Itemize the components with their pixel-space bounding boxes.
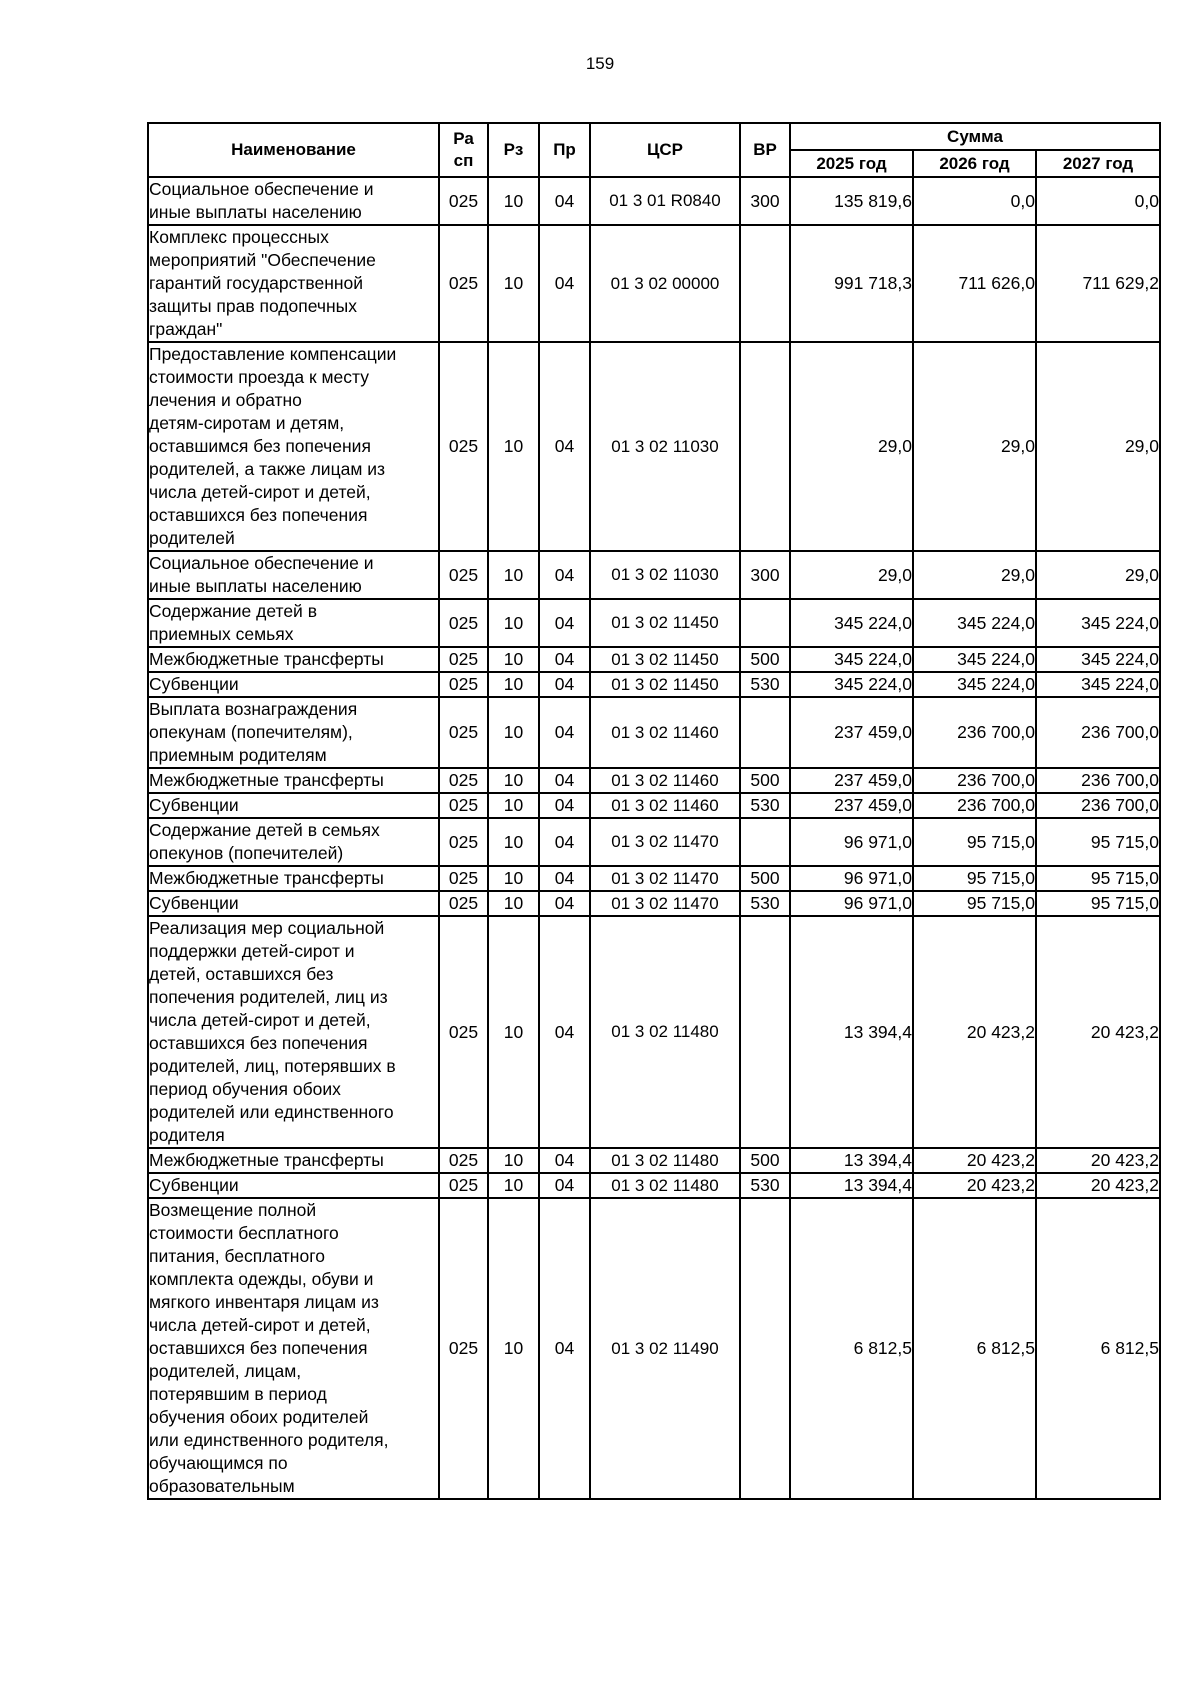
row-amount-2025: 345 224,0 (790, 672, 913, 697)
row-rz: 10 (488, 342, 539, 551)
header-sum: Сумма (790, 123, 1160, 150)
row-pr: 04 (539, 818, 590, 866)
row-pr: 04 (539, 1198, 590, 1499)
row-rasp: 025 (439, 225, 488, 342)
table-row (148, 891, 1160, 916)
row-amount-2025: 237 459,0 (790, 697, 913, 768)
row-name: Возмещение полной стоимости бесплатного питания, бесплатного комплекта одежды, обуви и мягкого инвентаря лицам из числа детей-сирот и детей, оставшихся без попечения родителей, лицам, потерявшим в период обучения обоих родителей или единственного родителя, обучающимся по образовательным (148, 1198, 439, 1499)
row-amount-2027: 95 715,0 (1036, 818, 1160, 866)
table-row (148, 1198, 1160, 1499)
row-amount-2026: 20 423,2 (913, 1148, 1036, 1173)
row-pr: 04 (539, 599, 590, 647)
row-name: Социальное обеспечение и иные выплаты населению (148, 551, 439, 599)
row-pr: 04 (539, 891, 590, 916)
row-rasp: 025 (439, 793, 488, 818)
row-vr: 500 (740, 647, 790, 672)
row-pr: 04 (539, 551, 590, 599)
row-csr: 01 3 02 11030 (590, 342, 740, 551)
row-amount-2027: 29,0 (1036, 551, 1160, 599)
row-amount-2025: 96 971,0 (790, 818, 913, 866)
row-pr: 04 (539, 672, 590, 697)
row-rz: 10 (488, 793, 539, 818)
table-row (148, 672, 1160, 697)
row-vr (740, 1198, 790, 1499)
row-amount-2025: 345 224,0 (790, 647, 913, 672)
row-amount-2026: 345 224,0 (913, 599, 1036, 647)
row-rz: 10 (488, 551, 539, 599)
row-amount-2026: 20 423,2 (913, 916, 1036, 1148)
row-pr: 04 (539, 697, 590, 768)
row-csr: 01 3 02 11460 (590, 768, 740, 793)
row-amount-2027: 95 715,0 (1036, 891, 1160, 916)
row-vr (740, 599, 790, 647)
row-amount-2026: 20 423,2 (913, 1173, 1036, 1198)
row-rz: 10 (488, 1198, 539, 1499)
row-rz: 10 (488, 1148, 539, 1173)
row-name: Субвенции (148, 1173, 439, 1198)
header-year-2025: 2025 год (790, 150, 913, 177)
row-csr: 01 3 02 11030 (590, 551, 740, 599)
row-pr: 04 (539, 916, 590, 1148)
row-rasp: 025 (439, 818, 488, 866)
row-rz: 10 (488, 1173, 539, 1198)
row-name: Межбюджетные трансферты (148, 1148, 439, 1173)
row-amount-2026: 95 715,0 (913, 818, 1036, 866)
row-rz: 10 (488, 599, 539, 647)
row-name: Комплекс процессных мероприятий "Обеспечение гарантий государственной защиты прав подопечных граждан" (148, 225, 439, 342)
row-name: Межбюджетные трансферты (148, 768, 439, 793)
row-pr: 04 (539, 342, 590, 551)
row-csr: 01 3 02 11470 (590, 818, 740, 866)
row-rz: 10 (488, 866, 539, 891)
row-name: Субвенции (148, 891, 439, 916)
row-amount-2025: 13 394,4 (790, 916, 913, 1148)
row-rz: 10 (488, 697, 539, 768)
row-name: Содержание детей в семьях опекунов (попечителей) (148, 818, 439, 866)
row-rz: 10 (488, 916, 539, 1148)
row-csr: 01 3 02 11480 (590, 916, 740, 1148)
row-csr: 01 3 02 00000 (590, 225, 740, 342)
row-vr (740, 225, 790, 342)
budget-table (147, 122, 1161, 1500)
row-name: Содержание детей в приемных семьях (148, 599, 439, 647)
table-row (148, 793, 1160, 818)
row-rz: 10 (488, 672, 539, 697)
row-amount-2027: 29,0 (1036, 342, 1160, 551)
row-amount-2026: 29,0 (913, 342, 1036, 551)
row-pr: 04 (539, 1173, 590, 1198)
row-pr: 04 (539, 647, 590, 672)
row-amount-2025: 237 459,0 (790, 793, 913, 818)
row-csr: 01 3 02 11460 (590, 793, 740, 818)
table-body (148, 177, 1160, 1499)
table-row (148, 342, 1160, 551)
row-rasp: 025 (439, 647, 488, 672)
table-row (148, 225, 1160, 342)
row-rasp: 025 (439, 891, 488, 916)
row-amount-2025: 991 718,3 (790, 225, 913, 342)
row-amount-2026: 236 700,0 (913, 697, 1036, 768)
row-csr: 01 3 02 11480 (590, 1148, 740, 1173)
page-number: 159 (585, 54, 615, 73)
row-vr (740, 342, 790, 551)
row-amount-2026: 29,0 (913, 551, 1036, 599)
row-vr: 500 (740, 768, 790, 793)
row-vr: 500 (740, 1148, 790, 1173)
table-row (148, 1148, 1160, 1173)
row-vr: 500 (740, 866, 790, 891)
row-amount-2027: 20 423,2 (1036, 1148, 1160, 1173)
row-rasp: 025 (439, 1148, 488, 1173)
table-row (148, 551, 1160, 599)
table-row (148, 177, 1160, 225)
row-amount-2026: 236 700,0 (913, 768, 1036, 793)
header-year-2026: 2026 год (913, 150, 1036, 177)
row-vr (740, 697, 790, 768)
row-amount-2025: 13 394,4 (790, 1148, 913, 1173)
row-amount-2026: 95 715,0 (913, 891, 1036, 916)
row-amount-2026: 711 626,0 (913, 225, 1036, 342)
row-amount-2027: 236 700,0 (1036, 793, 1160, 818)
row-csr: 01 3 02 11480 (590, 1173, 740, 1198)
row-amount-2025: 96 971,0 (790, 866, 913, 891)
row-name: Социальное обеспечение и иные выплаты населению (148, 177, 439, 225)
row-rasp: 025 (439, 866, 488, 891)
table-row (148, 1173, 1160, 1198)
table-row (148, 866, 1160, 891)
header-rasp: Ра сп (439, 123, 488, 177)
table-row (148, 697, 1160, 768)
row-amount-2027: 95 715,0 (1036, 866, 1160, 891)
row-rasp: 025 (439, 916, 488, 1148)
row-amount-2026: 95 715,0 (913, 866, 1036, 891)
row-amount-2026: 0,0 (913, 177, 1036, 225)
row-rasp: 025 (439, 342, 488, 551)
row-amount-2027: 0,0 (1036, 177, 1160, 225)
row-amount-2027: 345 224,0 (1036, 672, 1160, 697)
row-amount-2025: 6 812,5 (790, 1198, 913, 1499)
row-name: Субвенции (148, 672, 439, 697)
row-rasp: 025 (439, 768, 488, 793)
row-name: Выплата вознаграждения опекунам (попечителям), приемным родителям (148, 697, 439, 768)
row-csr: 01 3 02 11470 (590, 891, 740, 916)
row-pr: 04 (539, 793, 590, 818)
row-name: Межбюджетные трансферты (148, 647, 439, 672)
row-amount-2025: 13 394,4 (790, 1173, 913, 1198)
row-vr (740, 818, 790, 866)
row-pr: 04 (539, 225, 590, 342)
header-year-2027: 2027 год (1036, 150, 1160, 177)
row-amount-2026: 236 700,0 (913, 793, 1036, 818)
row-vr: 530 (740, 793, 790, 818)
row-rz: 10 (488, 818, 539, 866)
row-amount-2026: 345 224,0 (913, 672, 1036, 697)
row-amount-2025: 29,0 (790, 342, 913, 551)
row-amount-2027: 711 629,2 (1036, 225, 1160, 342)
row-amount-2025: 237 459,0 (790, 768, 913, 793)
header-pr: Пр (539, 123, 590, 177)
row-amount-2027: 345 224,0 (1036, 599, 1160, 647)
header-name: Наименование (148, 123, 439, 177)
row-amount-2026: 345 224,0 (913, 647, 1036, 672)
row-rasp: 025 (439, 1173, 488, 1198)
row-amount-2025: 96 971,0 (790, 891, 913, 916)
row-rz: 10 (488, 225, 539, 342)
row-csr: 01 3 02 11460 (590, 697, 740, 768)
row-rasp: 025 (439, 599, 488, 647)
header-csr: ЦСР (590, 123, 740, 177)
row-csr: 01 3 01 R0840 (590, 177, 740, 225)
row-rz: 10 (488, 891, 539, 916)
row-csr: 01 3 02 11450 (590, 599, 740, 647)
row-amount-2027: 20 423,2 (1036, 1173, 1160, 1198)
row-amount-2025: 345 224,0 (790, 599, 913, 647)
row-amount-2025: 135 819,6 (790, 177, 913, 225)
row-name: Реализация мер социальной поддержки детей-сирот и детей, оставшихся без попечения родителей, лиц из числа детей-сирот и детей, оставшихся без попечения родителей, лиц, потерявших в период обучения обоих родителей или единственного родителя (148, 916, 439, 1148)
row-name: Предоставление компенсации стоимости проезда к месту лечения и обратно детям-сиротам и детям, оставшимся без попечения родителей, а также лицам из числа детей-сирот и детей, оставшихся без попечения родителей (148, 342, 439, 551)
row-amount-2027: 236 700,0 (1036, 768, 1160, 793)
table-row (148, 818, 1160, 866)
table-row (148, 768, 1160, 793)
row-rasp: 025 (439, 1198, 488, 1499)
row-name: Межбюджетные трансферты (148, 866, 439, 891)
row-vr: 300 (740, 177, 790, 225)
row-name: Субвенции (148, 793, 439, 818)
header-rz: Рз (488, 123, 539, 177)
row-csr: 01 3 02 11490 (590, 1198, 740, 1499)
row-rz: 10 (488, 768, 539, 793)
row-vr (740, 916, 790, 1148)
row-csr: 01 3 02 11450 (590, 647, 740, 672)
row-rasp: 025 (439, 672, 488, 697)
row-amount-2027: 20 423,2 (1036, 916, 1160, 1148)
row-amount-2027: 345 224,0 (1036, 647, 1160, 672)
table-row (148, 599, 1160, 647)
row-pr: 04 (539, 768, 590, 793)
row-vr: 300 (740, 551, 790, 599)
row-rasp: 025 (439, 177, 488, 225)
row-pr: 04 (539, 177, 590, 225)
row-amount-2027: 6 812,5 (1036, 1198, 1160, 1499)
row-pr: 04 (539, 866, 590, 891)
row-vr: 530 (740, 891, 790, 916)
row-amount-2026: 6 812,5 (913, 1198, 1036, 1499)
row-amount-2025: 29,0 (790, 551, 913, 599)
row-csr: 01 3 02 11470 (590, 866, 740, 891)
header-vr: ВР (740, 123, 790, 177)
row-csr: 01 3 02 11450 (590, 672, 740, 697)
table-row (148, 647, 1160, 672)
row-rz: 10 (488, 647, 539, 672)
row-vr: 530 (740, 672, 790, 697)
row-rasp: 025 (439, 697, 488, 768)
row-amount-2027: 236 700,0 (1036, 697, 1160, 768)
table-row (148, 916, 1160, 1148)
row-rasp: 025 (439, 551, 488, 599)
table-header (148, 123, 1160, 177)
row-rz: 10 (488, 177, 539, 225)
row-pr: 04 (539, 1148, 590, 1173)
row-vr: 530 (740, 1173, 790, 1198)
